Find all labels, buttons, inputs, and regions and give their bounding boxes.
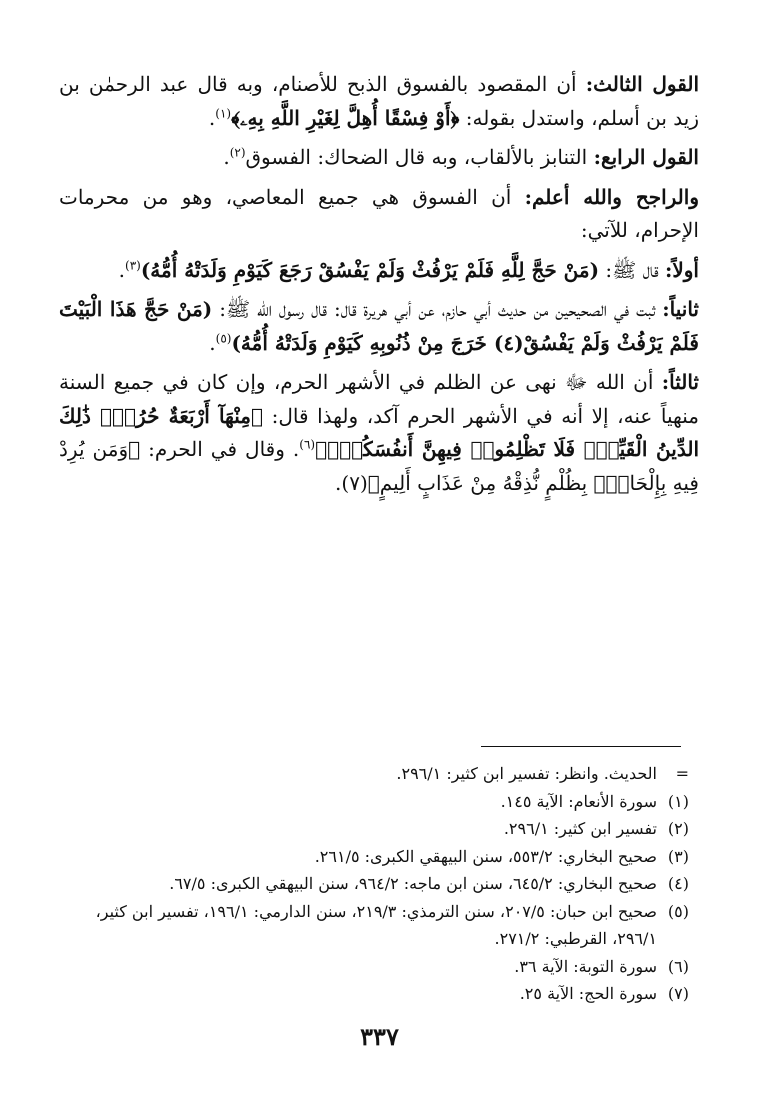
paragraph-lead: القول الرابع: xyxy=(593,145,699,169)
footnote-item xyxy=(69,815,689,843)
footnote-mark: (١) xyxy=(667,791,689,811)
page-number: ٣٣٧ xyxy=(360,1022,399,1051)
footnote-text: سورة التوبة: الآية ٣٦. xyxy=(514,956,657,976)
quran-quote: ﴿مِنْهَآ أَرْبَعَةٌ حُرُمٌۚ ذَٰلِكَ الدِّينُ الْقَيِّمُۚ فَلَا تَظْلِمُوا۟ فِيهِنَّ أَنفُسَكُمْۚ﴾ xyxy=(59,403,699,461)
footnote-divider xyxy=(481,746,681,747)
footnote-ref: (١) xyxy=(215,105,232,120)
paragraph-fourth-opinion xyxy=(59,141,699,175)
footnote-text: سورة الحج: الآية ٢٥. xyxy=(519,984,657,1003)
footnote-text: سورة الأنعام: الآية ١٤٥. xyxy=(500,791,657,811)
paragraph-text: التنابز بالألقاب، وبه قال الضحاك: الفسوق xyxy=(245,145,594,169)
footnote-mark: (٢) xyxy=(667,819,689,838)
hadith-quote: (مَنْ حَجَّ هَذَا الْبَيْتَ فَلَمْ يَرْفُثْ وَلَمْ يَفْسُقْ(٤) خَرَجَ مِنْ ذُنُوبِهِ كَيَوْمِ وَلَدَتْهُ أُمُّهُ) xyxy=(59,297,699,355)
paragraph-tail: . xyxy=(208,105,216,130)
paragraph-tail: . وقال في الحرم: ﴿وَمَن يُرِدْ فِيهِ بِإِلْحَادٍۭ بِظُلْمٍ نُّذِقْهُ مِنْ عَذَابٍ أَلِيمٍ﴾(٧). xyxy=(59,437,699,495)
paragraph-tail: . xyxy=(118,257,126,282)
footnote-item xyxy=(69,870,689,898)
paragraph-text: أن المقصود بالفسوق الذبح للأصنام، وبه قال عبد الرحمٰن بن زيد بن أسلم، واستدل بقوله: xyxy=(59,72,699,130)
paragraph-lead: والراجح والله أعلم: xyxy=(524,184,699,209)
footnote-text: تفسير ابن كثير: ٢٩٦/١. xyxy=(503,819,657,838)
quran-quote: ﴿أَوْ فِسْقًا أُهِلَّ لِغَيْرِ اللَّهِ بِهِۦ﴾ xyxy=(231,105,460,130)
footnote-item xyxy=(69,980,689,1008)
paragraph-lead: أولاً: xyxy=(664,257,699,282)
footnote-mark: (٧) xyxy=(667,984,689,1003)
footnote-item xyxy=(69,843,689,871)
footnote-ref: (٦) xyxy=(299,437,316,452)
paragraph-text: أن الفسوق هي جميع المعاصي، وهو من محرمات الإحرام، للآتي: xyxy=(59,184,699,242)
main-text xyxy=(59,68,699,506)
footnote-item xyxy=(69,953,689,981)
footnote-mark: (٣) xyxy=(667,846,689,866)
paragraph-preferred xyxy=(59,181,699,248)
paragraph-second xyxy=(59,293,699,360)
paragraph-tail: . xyxy=(223,145,230,169)
footnote-mark: = xyxy=(675,764,689,783)
paragraph-text: ثبت في الصحيحين من حديث أبي حازم، عن أبي هريرة قال: قال رسول الله ﷺ: xyxy=(212,297,663,321)
paragraph-lead: ثالثاً: xyxy=(661,370,699,394)
footnote-item xyxy=(69,898,689,953)
footnote-ref: (٣) xyxy=(125,257,141,272)
paragraph-text: قال ﷺ: xyxy=(599,257,665,282)
footnote-ref: (٥) xyxy=(215,330,232,345)
paragraph-lead: ثانياً: xyxy=(662,297,699,321)
hadith-quote: (مَنْ حَجَّ لِلَّهِ فَلَمْ يَرْفُثْ وَلَمْ يَفْسُقْ رَجَعَ كَيَوْمِ وَلَدَتْهُ أُمُّهُ) xyxy=(140,257,600,282)
paragraph-text: أن الله ﷻ نهى عن الظلم في الأشهر الحرم، وإن كان في جميع السنة منهياً عنه، إلا أنه في الأشهر الحرم آكد، ولهذا قال: xyxy=(59,370,699,428)
paragraph-third xyxy=(59,366,699,500)
paragraph-third-opinion xyxy=(59,68,699,135)
footnote-text: الحديث. وانظر: تفسير ابن كثير: ٢٩٦/١. xyxy=(396,764,657,783)
footnote-text: صحيح ابن حبان: ٢٠٧/٥، سنن الترمذي: ٢١٩/٣، سنن الدارمي: ١٩٦/١، تفسير ابن كثير، ٢٩٦/١، القرطبي: ٢٧١/٢. xyxy=(95,901,657,948)
paragraph-lead: القول الثالث: xyxy=(585,72,699,96)
footnote-mark: (٤) xyxy=(667,874,689,893)
footnote-text: صحيح البخاري: ٦٤٥/٢، سنن ابن ماجه: ٩٦٤/٢، سنن البيهقي الكبرى: ٦٧/٥. xyxy=(169,874,657,893)
paragraph-first xyxy=(59,254,699,288)
footnote-item xyxy=(69,760,689,788)
footnote-mark: (٥) xyxy=(667,901,689,921)
footnotes xyxy=(69,760,689,1008)
footnote-mark: (٦) xyxy=(667,956,689,976)
footnote-item xyxy=(69,788,689,816)
paragraph-tail: . xyxy=(209,330,216,355)
footnote-ref: (٢) xyxy=(229,145,246,160)
footnote-text: صحيح البخاري: ٥٥٣/٢، سنن البيهقي الكبرى: ٢٦١/٥. xyxy=(314,846,657,866)
